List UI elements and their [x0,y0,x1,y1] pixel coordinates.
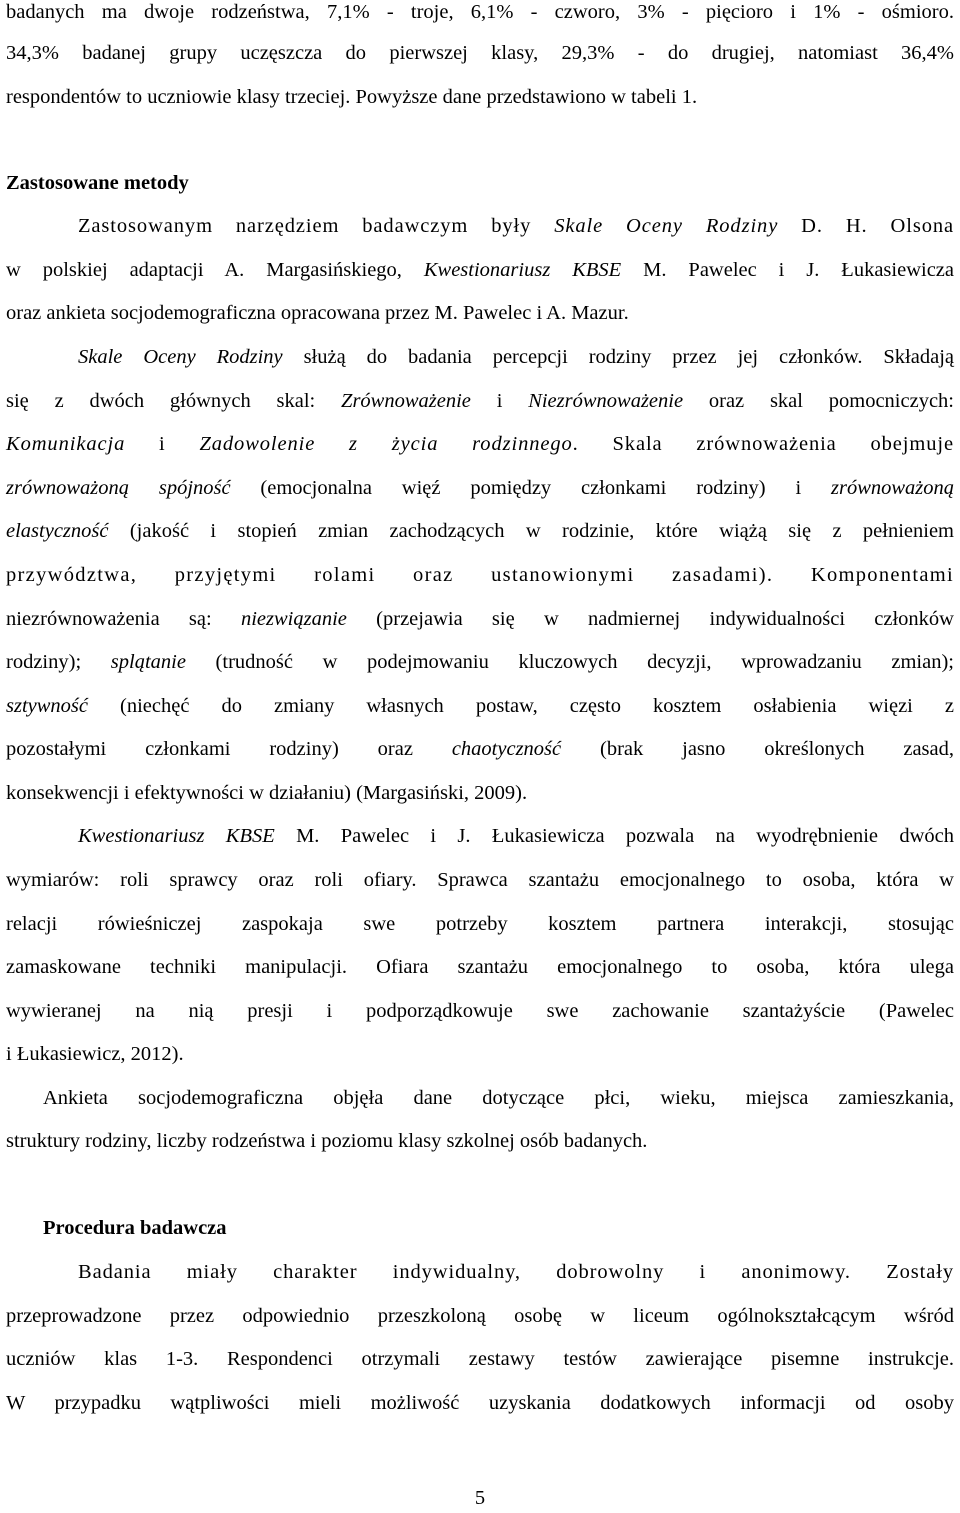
procedure-line-1: Badania miały charakter indywidualny, dobrowolny i anonimowy. Zostały [78,1261,954,1283]
methods-p3-line-5: wywieranej na nią presji i podporządkowuje swe zachowanie szantażyście (Pawelec [6,1000,954,1022]
section-heading-methods: Zastosowane metody [6,172,189,194]
methods-p1-line-2: w polskiej adaptacji A. Margasińskiego, Kwestionariusz KBSE M. Pawelec i J. Łukasiewicza [6,259,954,281]
methods-p2-line-10: pozostałymi członkami rodziny) oraz chaotyczność (brak jasno określonych zasad, [6,738,954,760]
methods-p3-line-4: zamaskowane techniki manipulacji. Ofiara szantażu emocjonalnego to osoba, która ulega [6,956,954,978]
methods-p2-line-6: przywództwa, przyjętymi rolami oraz ustanowionymi zasadami). Komponentami [6,564,954,586]
methods-p1-line-1: Zastosowanym narzędziem badawczym były Skale Oceny Rodziny D. H. Olsona [78,215,955,237]
methods-p2-line-11: konsekwencji i efektywności w działaniu) (Margasiński, 2009). [6,782,528,804]
section-heading-procedure: Procedura badawcza [43,1217,227,1239]
methods-p1-line-3: oraz ankieta socjodemograficzna opracowana przez M. Pawelec i A. Mazur. [6,302,629,324]
methods-p2-line-2: się z dwóch głównych skal: Zrównoważenie i Niezrównoważenie oraz skal pomocniczych: [6,390,954,412]
intro-line-3: respondentów to uczniowie klasy trzeciej. Powyższe dane przedstawiono w tabeli 1. [6,86,698,108]
methods-p2-line-4: zrównoważoną spójność (emocjonalna więź pomiędzy członkami rodziny) i zrównoważoną [6,477,955,499]
methods-p2-line-3: Komunikacja i Zadowolenie z życia rodzinnego. Skala zrównoważenia obejmuje [6,433,954,455]
intro-line-1: badanych ma dwoje rodzeństwa, 7,1% - troje, 6,1% - czworo, 3% - pięcioro i 1% - ośmioro. [6,1,954,23]
methods-p3-line-2: wymiarów: roli sprawcy oraz roli ofiary. Sprawca szantażu emocjonalnego to osoba, która w [6,869,954,891]
methods-p2-line-7: niezrównoważenia są: niezwiązanie (przejawia się w nadmiernej indywidualności członków [6,608,954,630]
intro-line-2: 34,3% badanej grupy uczęszcza do pierwszej klasy, 29,3% - do drugiej, natomiast 36,4% [6,42,954,64]
methods-p2-line-8: rodziny); splątanie (trudność w podejmowaniu kluczowych decyzji, wprowadzaniu zmian); [6,651,954,673]
methods-p4-line-2: struktury rodziny, liczby rodzeństwa i poziomu klasy szkolnej osób badanych. [6,1130,648,1152]
procedure-line-4: W przypadku wątpliwości mieli możliwość uzyskania dodatkowych informacji od osoby [6,1392,954,1414]
methods-p3-line-6: i Łukasiewicz, 2012). [6,1043,184,1065]
methods-p4-line-1: Ankieta socjodemograficzna objęła dane dotyczące płci, wieku, miejsca zamieszkania, [43,1087,954,1109]
methods-p2-line-1: Skale Oceny Rodziny służą do badania percepcji rodziny przez jej członków. Składają [78,346,954,368]
methods-p3-line-1: Kwestionariusz KBSE M. Pawelec i J. Łukasiewicza pozwala na wyodrębnienie dwóch [78,825,954,847]
procedure-line-2: przeprowadzone przez odpowiednio przeszkoloną osobę w liceum ogólnokształcącym wśród [6,1305,954,1327]
methods-p3-line-3: relacji rówieśniczej zaspokaja swe potrzeby kosztem partnera interakcji, stosując [6,913,954,935]
page-number: 5 [474,1487,486,1509]
methods-p2-line-9: sztywność (niechęć do zmiany własnych postaw, często kosztem osłabienia więzi z [6,695,954,717]
procedure-line-3: uczniów klas 1-3. Respondenci otrzymali zestawy testów zawierające pisemne instrukcje. [6,1348,954,1370]
methods-p2-line-5: elastyczność (jakość i stopień zmian zachodzących w rodzinie, które wiążą się z pełnieniem [6,520,954,542]
